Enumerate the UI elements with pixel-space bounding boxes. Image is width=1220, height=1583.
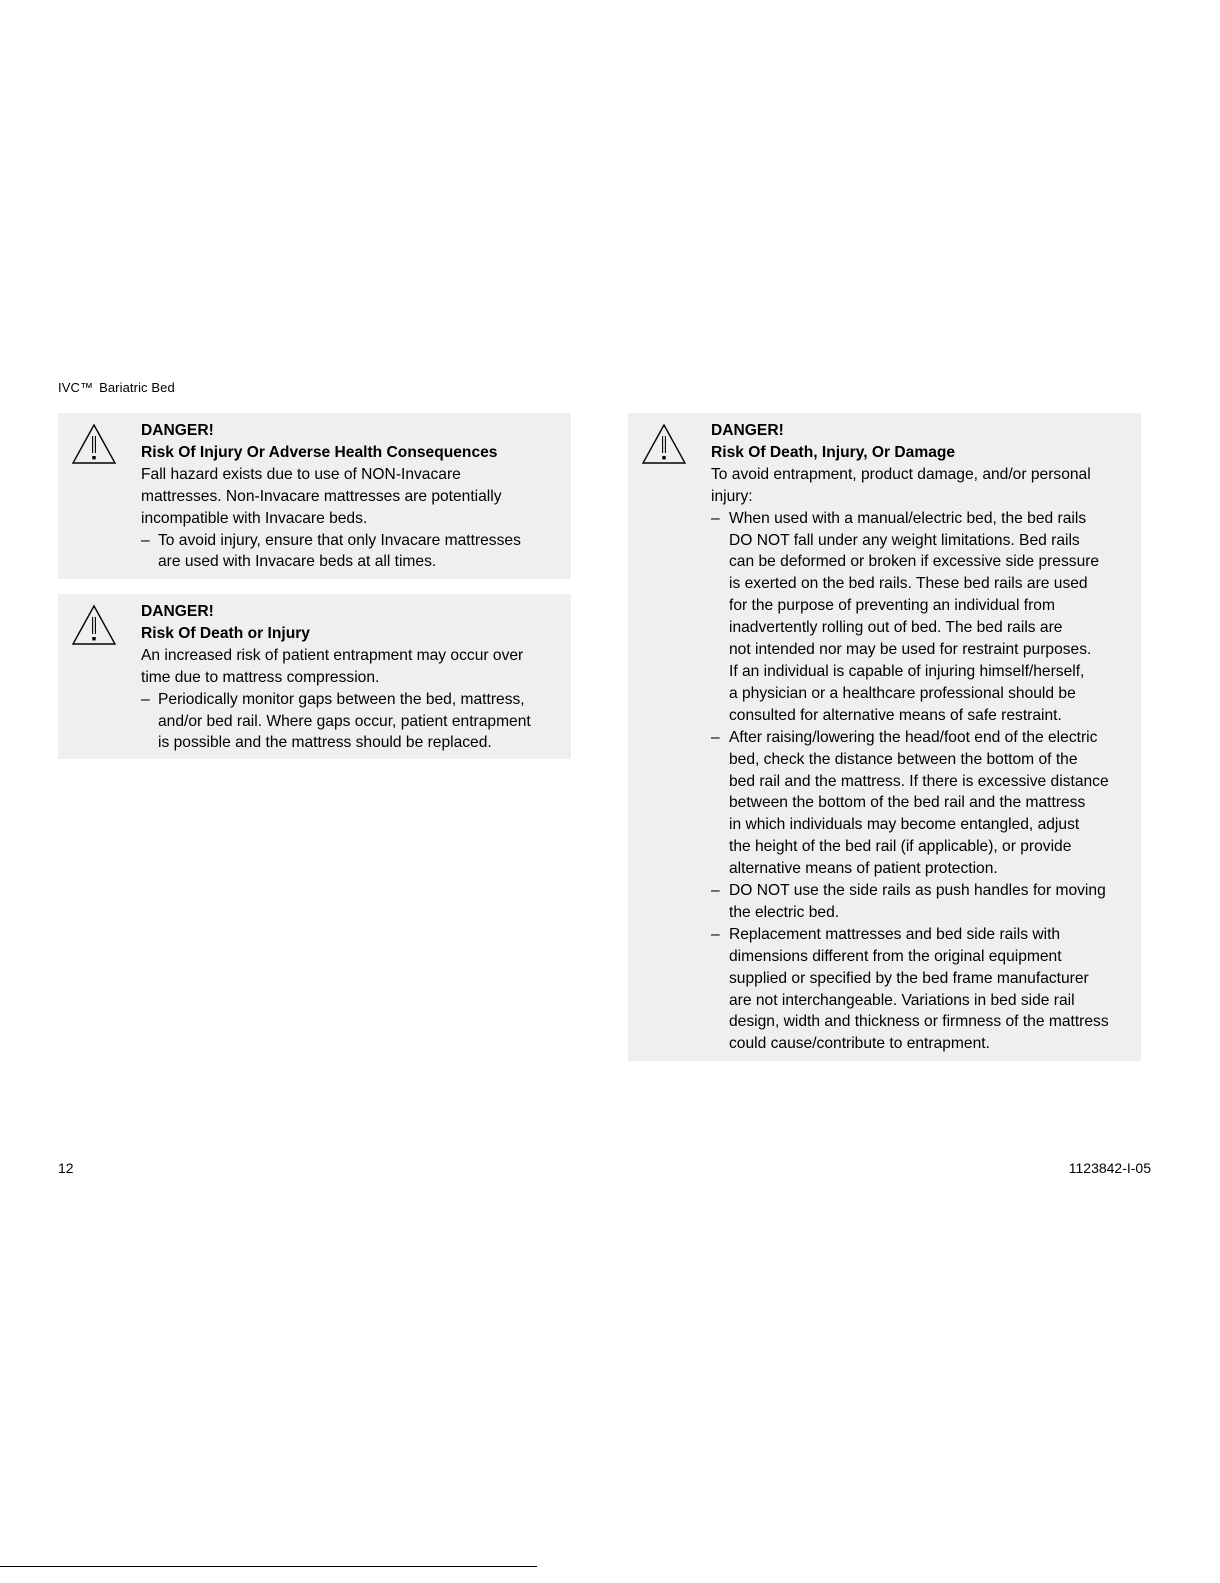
instruction-item xyxy=(141,530,567,574)
instruction-line: Replacement mattresses and bed side rails with xyxy=(729,925,1061,943)
instruction-line: the height of the bed rail (if applicable), or provide xyxy=(729,838,1072,856)
instruction-item xyxy=(711,727,1131,880)
instruction-line: When used with a manual/electric bed, the bed rails xyxy=(729,509,1087,527)
dash-marker: – xyxy=(711,925,720,943)
hazard-description xyxy=(141,645,567,689)
warning-triangle-icon xyxy=(71,423,117,465)
instruction-line: consulted for alternative means of safe restraint. xyxy=(729,706,1062,724)
danger-content xyxy=(141,601,567,754)
signal-word: DANGER! xyxy=(711,422,784,439)
description-line: To avoid entrapment, product damage, and/or personal xyxy=(711,465,1091,483)
bottom-rule xyxy=(0,1566,537,1567)
instruction-line: Periodically monitor gaps between the bed, mattress, xyxy=(158,690,525,708)
document-title: Bariatric Bed xyxy=(99,380,175,395)
description-line: incompatible with Invacare beds. xyxy=(141,509,368,527)
instruction-list xyxy=(141,689,567,755)
running-header xyxy=(58,380,175,395)
instruction-line: in which individuals may become entangled, adjust xyxy=(729,816,1080,834)
instruction-line: and/or bed rail. Where gaps occur, patient entrapment xyxy=(158,712,531,730)
instruction-line: supplied or specified by the bed frame manufacturer xyxy=(729,969,1089,987)
instruction-line: bed rail and the mattress. If there is excessive distance xyxy=(729,772,1109,790)
instruction-line: dimensions different from the original equipment xyxy=(729,947,1062,965)
dash-marker: – xyxy=(141,690,150,708)
danger-box-mattress-compression xyxy=(58,594,571,759)
page-number: 12 xyxy=(58,1160,74,1176)
dash-marker: – xyxy=(711,728,720,746)
instruction-item xyxy=(711,880,1131,924)
product-mark: IVC™ xyxy=(58,380,94,395)
hazard-title: Risk Of Death, Injury, Or Damage xyxy=(711,443,956,461)
signal-word: DANGER! xyxy=(141,603,214,620)
signal-word: DANGER! xyxy=(141,422,214,439)
hazard-title: Risk Of Injury Or Adverse Health Consequences xyxy=(141,443,498,461)
hazard-description xyxy=(141,464,567,530)
dash-marker: – xyxy=(711,509,720,527)
instruction-line: is possible and the mattress should be replaced. xyxy=(158,734,492,752)
document-number: 1123842-I-05 xyxy=(1068,1160,1151,1176)
dash-marker: – xyxy=(141,531,150,549)
instruction-line: could cause/contribute to entrapment. xyxy=(729,1035,990,1053)
description-line: time due to mattress compression. xyxy=(141,668,380,686)
dash-marker: – xyxy=(711,882,720,900)
instruction-line: If an individual is capable of injuring himself/herself, xyxy=(729,662,1085,680)
instruction-line: for the purpose of preventing an individual from xyxy=(729,597,1055,615)
instruction-list xyxy=(141,530,567,574)
instruction-line: between the bottom of the bed rail and the mattress xyxy=(729,794,1086,812)
instruction-line: a physician or a healthcare professional should be xyxy=(729,684,1076,702)
instruction-line: the electric bed. xyxy=(729,903,840,921)
description-line: An increased risk of patient entrapment may occur over xyxy=(141,646,524,664)
instruction-line: design, width and thickness or firmness of the mattress xyxy=(729,1013,1109,1031)
danger-content xyxy=(711,420,1131,1055)
description-line: mattresses. Non-Invacare mattresses are potentially xyxy=(141,487,502,505)
instruction-line: To avoid injury, ensure that only Invacare mattresses xyxy=(158,531,521,549)
instruction-line: can be deformed or broken if excessive side pressure xyxy=(729,553,1100,571)
instruction-line: inadvertently rolling out of bed. The bed rails are xyxy=(729,619,1063,637)
instruction-line: bed, check the distance between the bottom of the xyxy=(729,750,1078,768)
instruction-item xyxy=(711,508,1131,727)
instruction-list xyxy=(711,508,1131,1056)
instruction-item xyxy=(141,689,567,755)
danger-content xyxy=(141,420,567,573)
instruction-line: DO NOT use the side rails as push handles for moving xyxy=(729,882,1106,900)
danger-box-mattress-compatibility xyxy=(58,413,571,579)
instruction-line: are used with Invacare beds at all times. xyxy=(158,553,437,571)
description-line: Fall hazard exists due to use of NON-Invacare xyxy=(141,465,461,483)
description-line: injury: xyxy=(711,487,753,505)
hazard-title: Risk Of Death or Injury xyxy=(141,624,310,642)
danger-box-bed-rails-entrapment xyxy=(628,413,1141,1061)
hazard-description xyxy=(711,464,1131,508)
warning-triangle-icon xyxy=(71,604,117,646)
instruction-item xyxy=(711,924,1131,1055)
instruction-line: is exerted on the bed rails. These bed rails are used xyxy=(729,575,1088,593)
instruction-line: After raising/lowering the head/foot end of the electric xyxy=(729,728,1098,746)
instruction-line: DO NOT fall under any weight limitations. Bed rails xyxy=(729,531,1080,549)
instruction-line: alternative means of patient protection. xyxy=(729,860,998,878)
instruction-line: not intended nor may be used for restraint purposes. xyxy=(729,641,1092,659)
instruction-line: are not interchangeable. Variations in bed side rail xyxy=(729,991,1075,1009)
warning-triangle-icon xyxy=(641,423,687,465)
